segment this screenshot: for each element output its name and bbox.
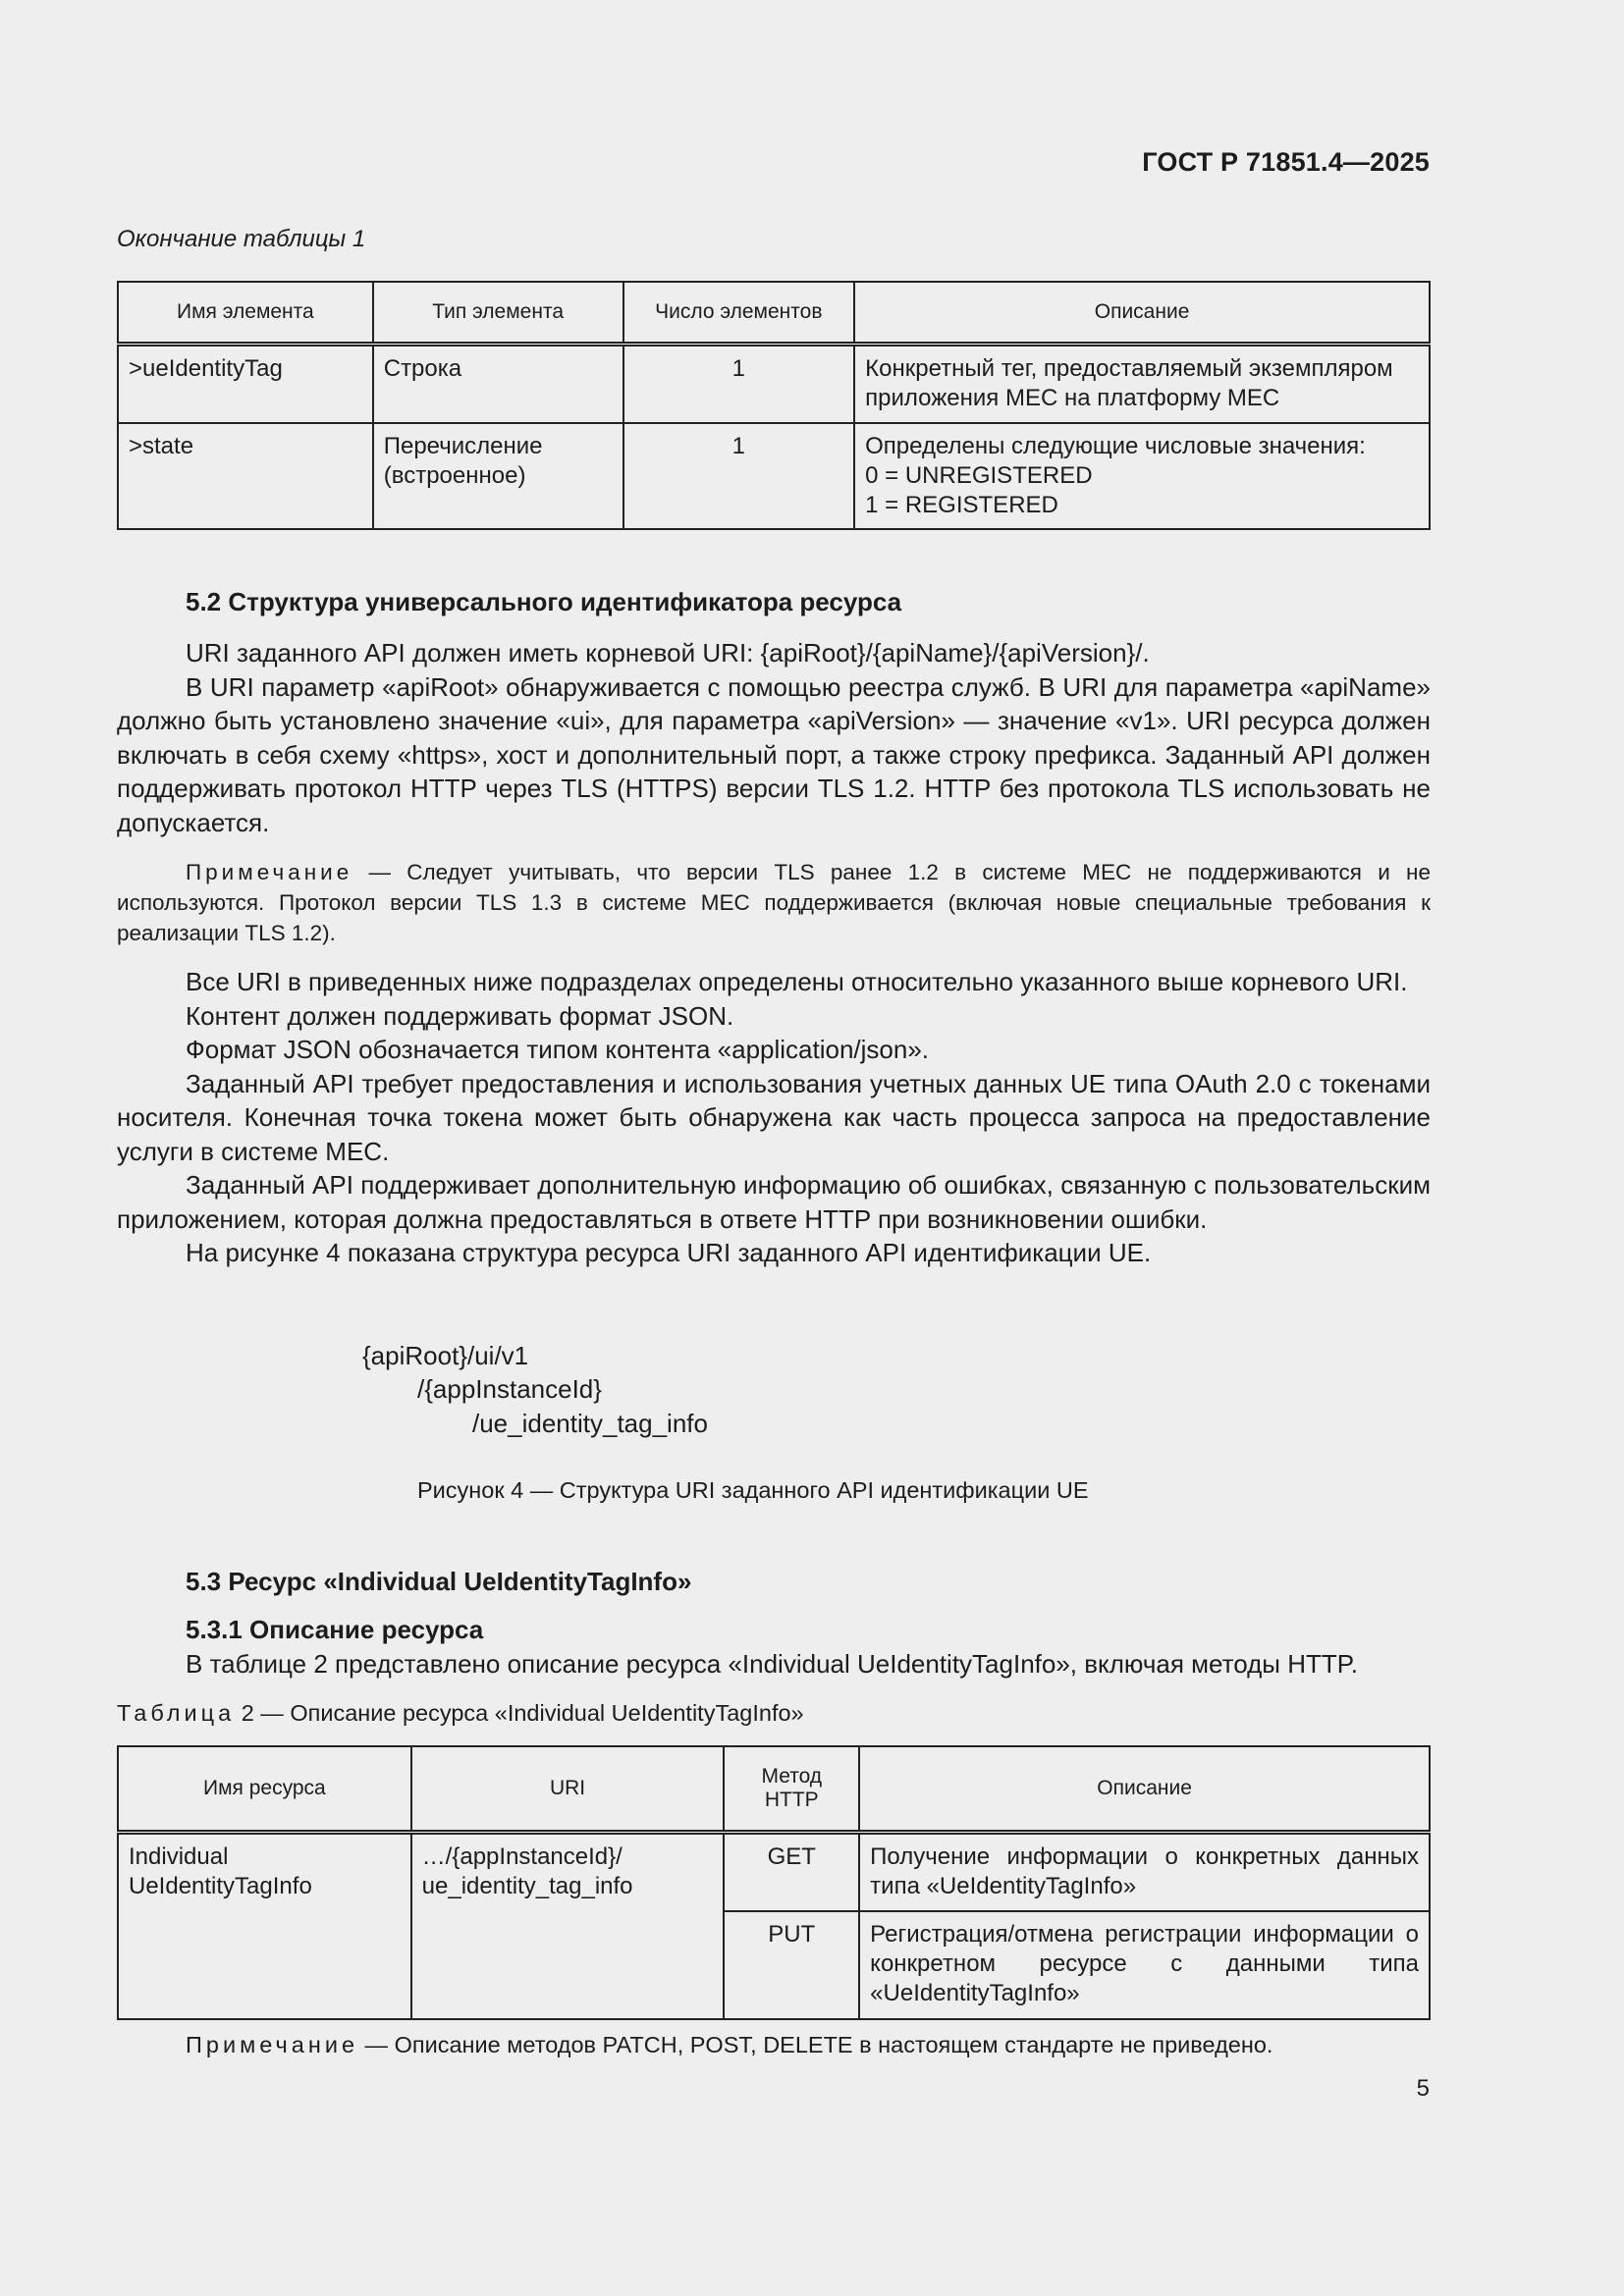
note-label: Примечание <box>186 2032 359 2057</box>
cell-description: Конкретный тег, предоставляемый экземпляром приложения MEC на платформу MEC <box>854 345 1430 423</box>
table-caption <box>117 1700 804 1727</box>
figure-caption: Рисунок 4 — Структура URI заданного API идентификации UE <box>417 1477 1089 1503</box>
cell-description: Регистрация/отмена регистрации информации о конкретном ресурсе с данными типа «UeIdentityTagInfo» <box>859 1911 1430 2019</box>
note-text: — Следует учитывать, что версии TLS ранее 1.2 в системе MEC не поддерживаются и не используются. Протокол версии TLS 1.3 в системе MEC поддерживается (включая новые специальные требования к реализации TLS 1.2). <box>117 860 1431 945</box>
table-row <box>118 1833 1430 1911</box>
table-header-row <box>118 1746 1430 1833</box>
cell-element-count: 1 <box>623 345 855 423</box>
paragraph: URI заданного API должен иметь корневой URI: {apiRoot}/{apiName}/{apiVersion}/. <box>186 638 1150 667</box>
cell-resource-name: Individual UeIdentityTagInfo <box>118 1833 411 2019</box>
table-note <box>186 2032 1272 2058</box>
column-header: Метод HTTP <box>724 1746 859 1833</box>
cell-description: Получение информации о конкретных данных типа «UeIdentityTagInfo» <box>859 1833 1430 1911</box>
table-caption-text: 2 — Описание ресурса «Individual UeIdentityTagInfo» <box>241 1700 804 1726</box>
column-header: URI <box>411 1746 725 1833</box>
note-text: — Описание методов PATCH, POST, DELETE в настоящем стандарте не приведено. <box>358 2032 1273 2057</box>
cell-element-type: Перечисление (встроенное) <box>373 423 623 529</box>
column-header: Описание <box>854 282 1430 345</box>
uri-app-instance: /{appInstanceId} <box>417 1374 602 1404</box>
note-label: Примечание <box>186 860 353 884</box>
document-code: ГОСТ Р 71851.4—2025 <box>1142 147 1430 177</box>
section-heading: 5.3 Ресурс «Individual UeIdentityTagInfo» <box>186 1567 692 1596</box>
paragraph: На рисунке 4 показана структура ресурса URI заданного API идентификации UE. <box>186 1238 1152 1267</box>
cell-element-name: >state <box>118 423 373 529</box>
note <box>117 857 1431 948</box>
paragraph: Заданный API требует предоставления и использования учетных данных UE типа OAuth 2.0 с токенами носителя. Конечная точка токена может быть обнаружена как часть процесса запроса на предоставление услуги в системе MEC. <box>117 1068 1431 1166</box>
resource-table <box>117 1745 1431 2020</box>
paragraph: Все URI в приведенных ниже подразделах определены относительно указанного выше корневого URI. <box>186 967 1408 996</box>
section-paragraphs <box>117 965 1431 1270</box>
uri-root: {apiRoot}/ui/v1 <box>362 1341 529 1370</box>
table-header-row <box>118 282 1430 345</box>
section-paragraphs <box>117 636 1431 839</box>
paragraph: В таблице 2 представлено описание ресурса «Individual UeIdentityTagInfo», включая методы HTTP. <box>186 1649 1358 1679</box>
subsection-heading: 5.3.1 Описание ресурса <box>186 1615 484 1644</box>
cell-http-method: PUT <box>724 1911 859 2019</box>
cell-http-method: GET <box>724 1833 859 1911</box>
table-continuation-label: Окончание таблицы 1 <box>117 226 366 252</box>
cell-element-type: Строка <box>373 345 623 423</box>
cell-element-name: >ueIdentityTag <box>118 345 373 423</box>
column-header: Тип элемента <box>373 282 623 345</box>
paragraph: В URI параметр «apiRoot» обнаруживается с помощью реестра служб. В URI для параметра «apiName» должно быть установлено значение «ui», для параметра «apiVersion» — значение «v1». URI ресурса должен включать в себя схему «https», хост и дополнительный порт, а также строку префикса. Заданный API должен поддерживать протокол HTTP через TLS (HTTPS) версии TLS 1.2. HTTP без протокола TLS использовать не допускается. <box>117 671 1431 837</box>
page-number: 5 <box>1416 2075 1430 2102</box>
cell-description: Определены следующие числовые значения: 0 = UNREGISTERED 1 = REGISTERED <box>854 423 1430 529</box>
paragraph: Контент должен поддерживать формат JSON. <box>186 1000 734 1031</box>
column-header: Описание <box>859 1746 1430 1833</box>
section-heading: 5.2 Структура универсального идентификатора ресурса <box>186 587 902 616</box>
column-header: Имя элемента <box>118 282 373 345</box>
cell-resource-uri: …/{appInstanceId}/ ue_identity_tag_info <box>411 1833 725 2019</box>
table-row <box>118 423 1430 529</box>
paragraph: Формат JSON обозначается типом контента «application/json». <box>186 1035 930 1064</box>
elements-table <box>117 281 1431 530</box>
table-caption-label: Таблица <box>117 1700 236 1726</box>
column-header: Имя ресурса <box>118 1746 411 1833</box>
table-row <box>118 345 1430 423</box>
cell-element-count: 1 <box>623 423 855 529</box>
column-header: Число элементов <box>623 282 855 345</box>
uri-resource: /ue_identity_tag_info <box>472 1409 708 1438</box>
paragraph: Заданный API поддерживает дополнительную информацию об ошибках, связанную с пользовательским приложением, которая должна предоставляться в ответе HTTP при возникновении ошибки. <box>117 1170 1431 1234</box>
section-intro <box>117 1647 1431 1682</box>
